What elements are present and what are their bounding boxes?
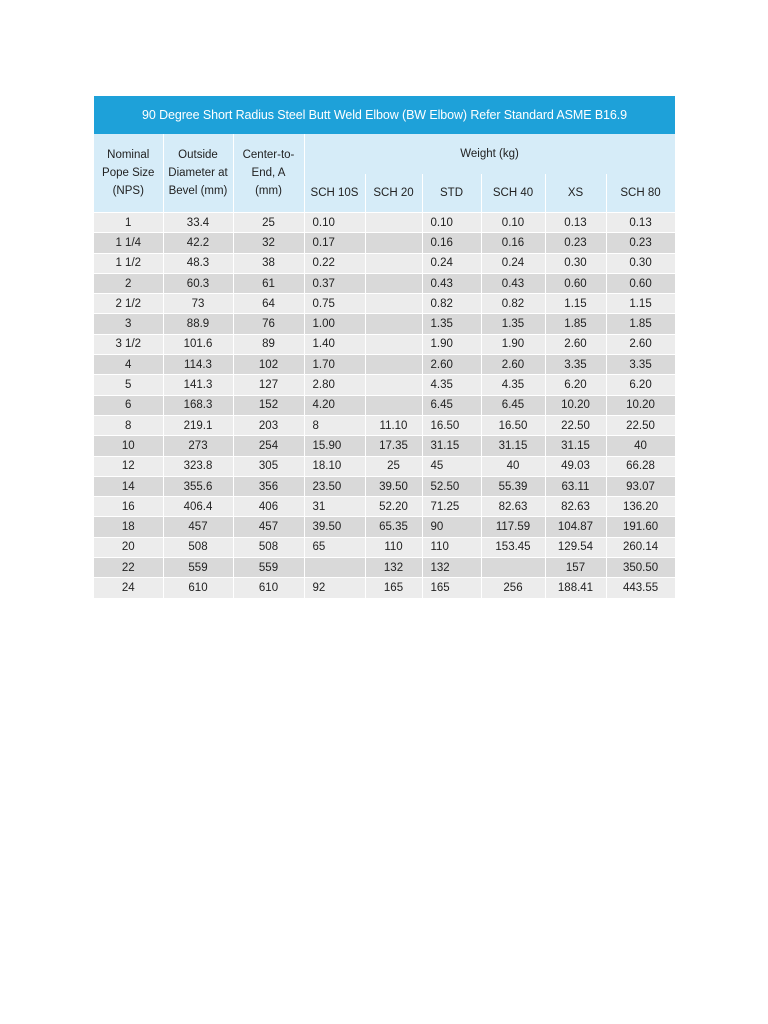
cell-std: 6.45 [422, 395, 481, 415]
cell-sch-10s: 0.22 [304, 253, 365, 273]
cell-sch-40: 82.63 [481, 497, 545, 517]
cell-xs: 129.54 [545, 537, 606, 557]
cell-sch-40: 6.45 [481, 395, 545, 415]
cell-sch-40: 4.35 [481, 375, 545, 395]
cell-sch-20: 17.35 [365, 436, 422, 456]
cell-sch-20 [365, 233, 422, 253]
cell-sch-40: 117.59 [481, 517, 545, 537]
cell-sch-40 [481, 558, 545, 578]
cell-sch-40: 0.10 [481, 213, 545, 233]
cell-center-to-end: 76 [233, 314, 304, 334]
cell-xs: 6.20 [545, 375, 606, 395]
cell-center-to-end: 152 [233, 395, 304, 415]
cell-xs: 3.35 [545, 355, 606, 375]
cell-xs: 157 [545, 558, 606, 578]
header-nps-line-3: (NPS) [112, 185, 144, 197]
header-outside-diameter [163, 134, 233, 213]
cell-nps: 12 [94, 456, 163, 476]
cell-sch-20: 11.10 [365, 415, 422, 435]
cell-center-to-end: 305 [233, 456, 304, 476]
table-title: 90 Degree Short Radius Steel Butt Weld Elbow (BW Elbow) Refer Standard ASME B16.9 [94, 96, 675, 134]
header-std: STD [422, 174, 481, 213]
cell-sch-20 [365, 273, 422, 293]
cell-outside-diameter: 101.6 [163, 334, 233, 354]
cell-center-to-end: 356 [233, 476, 304, 496]
cell-outside-diameter: 48.3 [163, 253, 233, 273]
cell-outside-diameter: 42.2 [163, 233, 233, 253]
cell-nps: 18 [94, 517, 163, 537]
cell-nps: 2 1/2 [94, 294, 163, 314]
header-od-line-3: Bevel (mm) [168, 185, 228, 197]
header-weight: Weight (kg) [304, 134, 675, 174]
cell-nps: 16 [94, 497, 163, 517]
cell-sch-20 [365, 395, 422, 415]
cell-std: 1.90 [422, 334, 481, 354]
cell-outside-diameter: 406.4 [163, 497, 233, 517]
cell-std: 1.35 [422, 314, 481, 334]
cell-sch-40: 1.35 [481, 314, 545, 334]
cell-sch-80: 2.60 [606, 334, 675, 354]
cell-sch-80: 66.28 [606, 456, 675, 476]
cell-center-to-end: 61 [233, 273, 304, 293]
header-sch-80: SCH 80 [606, 174, 675, 213]
cell-sch-10s: 2.80 [304, 375, 365, 395]
cell-outside-diameter: 141.3 [163, 375, 233, 395]
cell-sch-80: 1.15 [606, 294, 675, 314]
cell-sch-10s [304, 558, 365, 578]
cell-sch-10s: 1.70 [304, 355, 365, 375]
cell-std: 0.10 [422, 213, 481, 233]
cell-std: 16.50 [422, 415, 481, 435]
table-row [94, 537, 675, 557]
cell-sch-40: 0.43 [481, 273, 545, 293]
table-row [94, 233, 675, 253]
cell-sch-40: 16.50 [481, 415, 545, 435]
cell-sch-40: 31.15 [481, 436, 545, 456]
cell-sch-80: 350.50 [606, 558, 675, 578]
cell-sch-80: 1.85 [606, 314, 675, 334]
cell-sch-80: 136.20 [606, 497, 675, 517]
table-row [94, 273, 675, 293]
cell-std: 45 [422, 456, 481, 476]
cell-nps: 5 [94, 375, 163, 395]
cell-center-to-end: 102 [233, 355, 304, 375]
cell-nps: 2 [94, 273, 163, 293]
elbow-dimensions-table-container [94, 96, 675, 598]
cell-sch-80: 93.07 [606, 476, 675, 496]
cell-sch-80: 260.14 [606, 537, 675, 557]
cell-nps: 6 [94, 395, 163, 415]
table-row [94, 213, 675, 233]
cell-xs: 0.60 [545, 273, 606, 293]
cell-sch-20: 65.35 [365, 517, 422, 537]
cell-sch-80: 10.20 [606, 395, 675, 415]
cell-outside-diameter: 168.3 [163, 395, 233, 415]
cell-std: 0.24 [422, 253, 481, 273]
table-row [94, 415, 675, 435]
cell-xs: 1.15 [545, 294, 606, 314]
cell-sch-10s: 92 [304, 578, 365, 598]
cell-xs: 1.85 [545, 314, 606, 334]
table-row [94, 558, 675, 578]
table-row [94, 517, 675, 537]
cell-outside-diameter: 60.3 [163, 273, 233, 293]
cell-nps: 8 [94, 415, 163, 435]
cell-sch-20 [365, 253, 422, 273]
cell-xs: 0.23 [545, 233, 606, 253]
cell-sch-80: 22.50 [606, 415, 675, 435]
header-sch-40: SCH 40 [481, 174, 545, 213]
cell-nps: 1 [94, 213, 163, 233]
cell-xs: 104.87 [545, 517, 606, 537]
elbow-dimensions-table [94, 134, 676, 598]
cell-center-to-end: 127 [233, 375, 304, 395]
cell-sch-10s: 1.40 [304, 334, 365, 354]
cell-center-to-end: 406 [233, 497, 304, 517]
table-row [94, 253, 675, 273]
cell-xs: 22.50 [545, 415, 606, 435]
table-row [94, 314, 675, 334]
cell-nps: 24 [94, 578, 163, 598]
cell-outside-diameter: 323.8 [163, 456, 233, 476]
header-sch-10s: SCH 10S [304, 174, 365, 213]
cell-xs: 188.41 [545, 578, 606, 598]
cell-center-to-end: 38 [233, 253, 304, 273]
cell-std: 71.25 [422, 497, 481, 517]
cell-sch-20: 52.20 [365, 497, 422, 517]
header-od-line-2: Diameter at [168, 167, 228, 179]
cell-sch-40: 0.24 [481, 253, 545, 273]
cell-center-to-end: 508 [233, 537, 304, 557]
cell-outside-diameter: 457 [163, 517, 233, 537]
cell-nps: 1 1/4 [94, 233, 163, 253]
cell-outside-diameter: 273 [163, 436, 233, 456]
cell-sch-10s: 0.17 [304, 233, 365, 253]
cell-std: 52.50 [422, 476, 481, 496]
cell-nps: 3 [94, 314, 163, 334]
cell-nps: 4 [94, 355, 163, 375]
cell-std: 90 [422, 517, 481, 537]
cell-sch-20 [365, 294, 422, 314]
header-nps-line-2: Pope Size [102, 167, 155, 179]
cell-center-to-end: 254 [233, 436, 304, 456]
cell-outside-diameter: 33.4 [163, 213, 233, 233]
cell-std: 110 [422, 537, 481, 557]
cell-sch-10s: 15.90 [304, 436, 365, 456]
cell-nps: 22 [94, 558, 163, 578]
cell-nps: 10 [94, 436, 163, 456]
cell-sch-10s: 23.50 [304, 476, 365, 496]
cell-std: 0.43 [422, 273, 481, 293]
cell-outside-diameter: 219.1 [163, 415, 233, 435]
cell-sch-40: 40 [481, 456, 545, 476]
cell-sch-20 [365, 334, 422, 354]
cell-sch-20 [365, 375, 422, 395]
cell-sch-10s: 39.50 [304, 517, 365, 537]
cell-xs: 63.11 [545, 476, 606, 496]
cell-sch-20 [365, 314, 422, 334]
cell-center-to-end: 559 [233, 558, 304, 578]
cell-sch-80: 6.20 [606, 375, 675, 395]
cell-outside-diameter: 559 [163, 558, 233, 578]
table-row [94, 476, 675, 496]
table-row [94, 578, 675, 598]
header-xs: XS [545, 174, 606, 213]
cell-nps: 1 1/2 [94, 253, 163, 273]
cell-outside-diameter: 508 [163, 537, 233, 557]
cell-sch-40: 0.82 [481, 294, 545, 314]
cell-nps: 20 [94, 537, 163, 557]
cell-xs: 10.20 [545, 395, 606, 415]
cell-std: 4.35 [422, 375, 481, 395]
cell-sch-40: 0.16 [481, 233, 545, 253]
table-row [94, 375, 675, 395]
cell-sch-80: 0.60 [606, 273, 675, 293]
cell-std: 132 [422, 558, 481, 578]
header-center-to-end [233, 134, 304, 213]
cell-sch-10s: 31 [304, 497, 365, 517]
cell-sch-80: 0.23 [606, 233, 675, 253]
table-row [94, 436, 675, 456]
cell-xs: 82.63 [545, 497, 606, 517]
cell-outside-diameter: 73 [163, 294, 233, 314]
table-row [94, 497, 675, 517]
cell-std: 2.60 [422, 355, 481, 375]
header-nps-line-1: Nominal [107, 149, 150, 161]
cell-sch-80: 191.60 [606, 517, 675, 537]
cell-sch-10s: 1.00 [304, 314, 365, 334]
cell-center-to-end: 457 [233, 517, 304, 537]
cell-sch-20 [365, 355, 422, 375]
cell-center-to-end: 610 [233, 578, 304, 598]
cell-sch-10s: 0.75 [304, 294, 365, 314]
cell-std: 0.16 [422, 233, 481, 253]
cell-sch-10s: 0.10 [304, 213, 365, 233]
header-nps [94, 134, 163, 213]
cell-sch-40: 153.45 [481, 537, 545, 557]
cell-xs: 2.60 [545, 334, 606, 354]
cell-sch-40: 2.60 [481, 355, 545, 375]
cell-outside-diameter: 88.9 [163, 314, 233, 334]
cell-sch-20: 110 [365, 537, 422, 557]
cell-sch-40: 1.90 [481, 334, 545, 354]
cell-xs: 0.13 [545, 213, 606, 233]
cell-sch-80: 40 [606, 436, 675, 456]
table-row [94, 294, 675, 314]
cell-sch-80: 0.13 [606, 213, 675, 233]
cell-center-to-end: 32 [233, 233, 304, 253]
cell-sch-40: 256 [481, 578, 545, 598]
table-row [94, 395, 675, 415]
cell-sch-10s: 65 [304, 537, 365, 557]
cell-center-to-end: 89 [233, 334, 304, 354]
cell-center-to-end: 203 [233, 415, 304, 435]
cell-outside-diameter: 355.6 [163, 476, 233, 496]
cell-sch-20: 165 [365, 578, 422, 598]
header-ce-line-2: End, A [251, 167, 286, 179]
cell-center-to-end: 25 [233, 213, 304, 233]
header-ce-line-1: Center-to- [242, 149, 295, 161]
header-ce-line-3: (mm) [255, 185, 282, 197]
table-row [94, 456, 675, 476]
cell-sch-20: 25 [365, 456, 422, 476]
cell-sch-40: 55.39 [481, 476, 545, 496]
table-row [94, 334, 675, 354]
cell-xs: 31.15 [545, 436, 606, 456]
table-body [94, 213, 675, 598]
header-od-line-1: Outside [178, 149, 218, 161]
cell-sch-80: 3.35 [606, 355, 675, 375]
cell-sch-20 [365, 213, 422, 233]
cell-nps: 14 [94, 476, 163, 496]
cell-sch-10s: 4.20 [304, 395, 365, 415]
header-sch-20: SCH 20 [365, 174, 422, 213]
cell-sch-80: 0.30 [606, 253, 675, 273]
cell-outside-diameter: 114.3 [163, 355, 233, 375]
cell-std: 31.15 [422, 436, 481, 456]
cell-outside-diameter: 610 [163, 578, 233, 598]
cell-center-to-end: 64 [233, 294, 304, 314]
cell-sch-10s: 0.37 [304, 273, 365, 293]
cell-sch-10s: 8 [304, 415, 365, 435]
cell-std: 0.82 [422, 294, 481, 314]
cell-xs: 49.03 [545, 456, 606, 476]
cell-sch-80: 443.55 [606, 578, 675, 598]
table-row [94, 355, 675, 375]
cell-sch-10s: 18.10 [304, 456, 365, 476]
cell-sch-20: 39.50 [365, 476, 422, 496]
cell-sch-20: 132 [365, 558, 422, 578]
cell-nps: 3 1/2 [94, 334, 163, 354]
cell-std: 165 [422, 578, 481, 598]
cell-xs: 0.30 [545, 253, 606, 273]
